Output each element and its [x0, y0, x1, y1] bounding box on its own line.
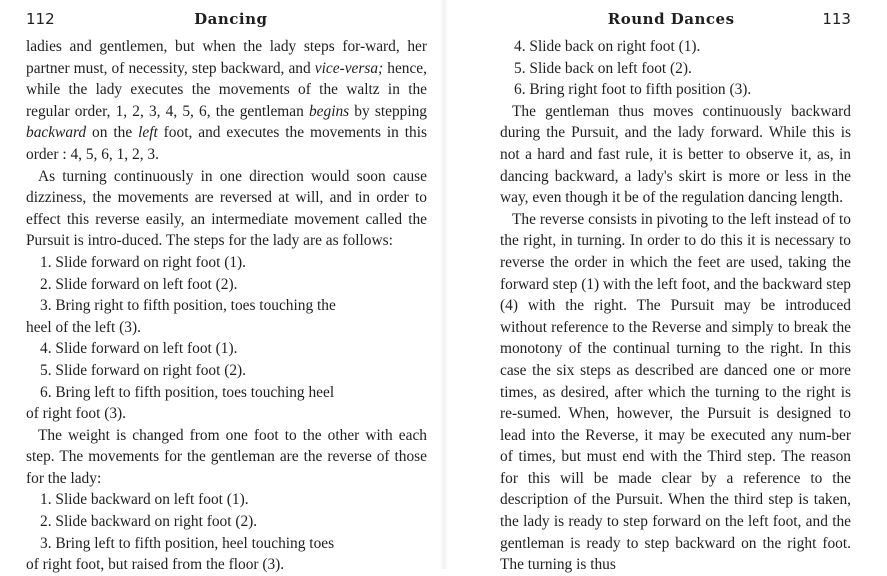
right-page-number: 113: [822, 10, 851, 28]
paragraph: As turning continuously in one direction would soon cause dizziness, the movements are reversed at will, and in order to effect this reverse easily, an intermediate movement called the Pursuit is intro-duced. The steps for the lady are as follows:: [26, 167, 427, 250]
left-page-body: [26, 36, 427, 576]
list-item: 4. Slide back on right foot (1).: [514, 38, 701, 55]
paragraph: The reverse consists in pivoting to the left instead of to the right, in turning. In order to do this it is necessary to reverse the order in which the feet are used, taking the forward step (1) with the left foot, and the backward step (4) with the right. The Pursuit may be introduced without reference to the Reverse and simply to break the monotony of the continual turning to the right. In this case the six steps as described are danced one or more times, as desired, after which the turning to the right is re-sumed. When, however, the Pursuit is designed to lead into the Reverse, it may be executed any num-ber of times, but must end with the Third step. The reason for this will be made clear by a reference to the description of the Pursuit. When the third step is taken, the lady is ready to step forward on the left foot, and the gentleman is ready to step backward on the right foot. The turning is thus: [500, 210, 851, 574]
text-run: ladies and gentlemen, but when the lady steps for-ward, her partner must, of necessity, step backward, and: [26, 38, 427, 77]
list-item: 1. Slide forward on right foot (1).: [40, 253, 247, 271]
list-item: 4. Slide forward on left foot (1).: [40, 340, 238, 358]
text-run-italic: backward: [26, 124, 87, 142]
text-run-italic: begins: [308, 102, 350, 120]
text-run: foot, and executes the movements in this order : 4, 5, 6, 1, 2, 3.: [26, 124, 427, 163]
list-item: 1. Slide backward on left foot (1).: [40, 491, 249, 509]
right-running-head: Round Dances: [607, 10, 735, 28]
list-item-continuation: of right foot, but raised from the floor (3).: [26, 556, 285, 574]
list-item: 3. Bring left to fifth position, heel touching toes: [40, 534, 335, 552]
list-item: 6. Bring left to fifth position, toes touching heel: [40, 383, 335, 401]
list-item-continuation: of right foot (3).: [26, 405, 127, 423]
list-item: 2. Slide forward on left foot (2).: [40, 275, 238, 293]
left-running-head: Dancing: [194, 10, 268, 28]
text-run: on the: [86, 124, 139, 142]
list-item: 2. Slide backward on right foot (2).: [40, 513, 258, 531]
paragraph: [26, 36, 427, 166]
right-page-body: [500, 36, 851, 576]
book-gutter: [440, 0, 448, 569]
right-page-header: [500, 10, 851, 34]
list-item: 5. Slide back on left foot (2).: [514, 59, 692, 77]
paragraph: The gentleman thus moves continuously backward during the Pursuit, and the lady forward. While this is not a hard and fast rule, it is better to observe it, as, in dancing backward, a lady's skirt is more or less in the way, even though it be of the regulation dancing length.: [500, 102, 851, 207]
list-item: 5. Slide forward on right foot (2).: [40, 361, 247, 379]
left-page-number: 112: [26, 10, 55, 28]
left-page-header: [26, 10, 427, 34]
left-page: [0, 0, 437, 574]
text-run-italic: vice-versa;: [314, 59, 384, 77]
text-run-italic: left: [138, 124, 158, 142]
list-item-continuation: heel of the left (3).: [26, 318, 141, 336]
list-item: 6. Bring right foot to fifth position (3).: [514, 81, 752, 99]
text-run: by stepping: [349, 102, 428, 120]
list-item: 3. Bring right to fifth position, toes touching the: [40, 297, 336, 315]
text-run: hence, while the lady executes the movements of the waltz in the regular order, 1, 2, 3, 4, 5, 6, the gentleman: [26, 59, 427, 120]
right-page: [452, 0, 887, 574]
paragraph: The weight is changed from one foot to the other with each step. The movements for the gentleman are the reverse of those for the lady:: [26, 426, 427, 487]
